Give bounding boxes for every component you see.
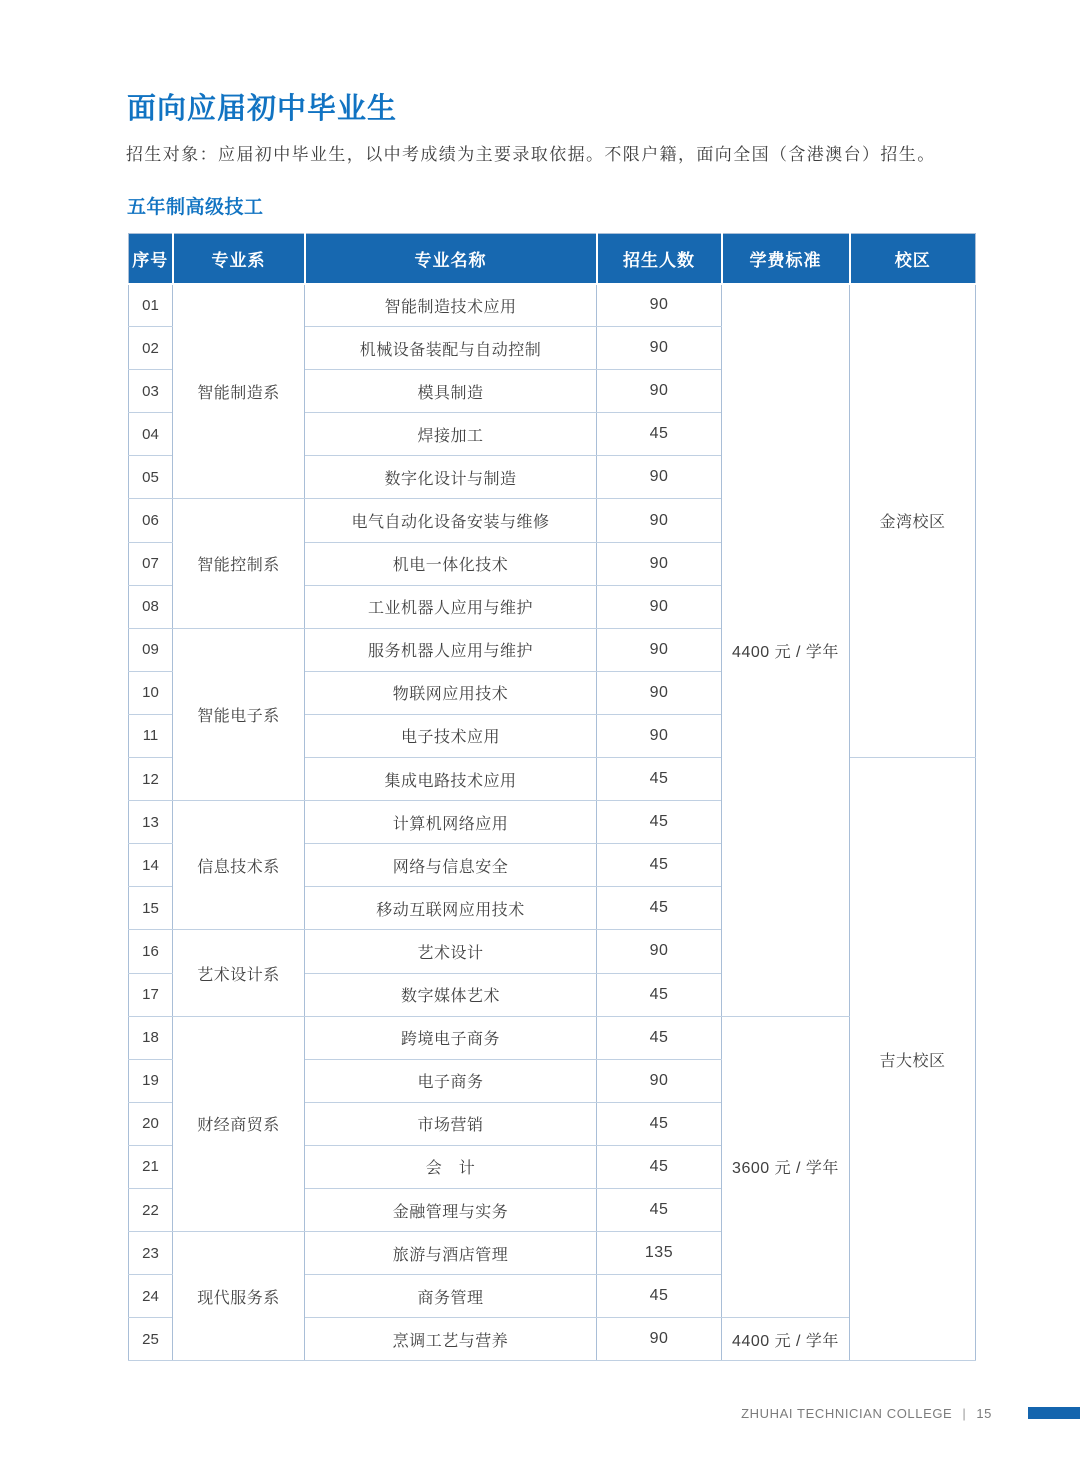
table-row: [129, 284, 976, 327]
major-name-cell: 移动互联网应用技术: [305, 887, 597, 930]
enrollment-count-cell: 90: [597, 284, 722, 327]
section-title-five-year-program: 五年制高级技工: [127, 197, 264, 218]
column-header-2: 专业系: [173, 234, 305, 284]
department-cell: 现代服务系: [173, 1232, 305, 1361]
enrollment-count-cell: 90: [597, 499, 722, 542]
major-name-cell: 工业机器人应用与维护: [305, 585, 597, 628]
enrollment-count-cell: 45: [597, 887, 722, 930]
enrollment-count-cell: 45: [597, 1275, 722, 1318]
enrollment-count-cell: 90: [597, 542, 722, 585]
row-number-cell: 23: [129, 1232, 173, 1275]
row-number-cell: 15: [129, 887, 173, 930]
enrollment-count-cell: 90: [597, 585, 722, 628]
major-name-cell: 电子商务: [305, 1059, 597, 1102]
department-cell: 智能电子系: [173, 628, 305, 800]
department-cell: 智能制造系: [173, 284, 305, 499]
row-number-cell: 16: [129, 930, 173, 973]
major-name-cell: 模具制造: [305, 370, 597, 413]
column-header-6: 校区: [850, 234, 976, 284]
row-number-cell: 01: [129, 284, 173, 327]
enrollment-count-cell: 45: [597, 801, 722, 844]
major-name-cell: 计算机网络应用: [305, 801, 597, 844]
row-number-cell: 25: [129, 1318, 173, 1361]
major-name-cell: 跨境电子商务: [305, 1016, 597, 1059]
department-cell: 财经商贸系: [173, 1016, 305, 1231]
page-footer: [741, 1406, 992, 1421]
row-number-cell: 21: [129, 1145, 173, 1188]
row-number-cell: 17: [129, 973, 173, 1016]
row-number-cell: 10: [129, 671, 173, 714]
footer-accent-bar: [1028, 1407, 1080, 1419]
major-name-cell: 商务管理: [305, 1275, 597, 1318]
row-number-cell: 09: [129, 628, 173, 671]
major-name-cell: 机电一体化技术: [305, 542, 597, 585]
campus-cell: 金湾校区: [850, 284, 976, 758]
enrollment-count-cell: 45: [597, 973, 722, 1016]
column-header-1: 序号: [129, 234, 173, 284]
major-name-cell: 集成电路技术应用: [305, 758, 597, 801]
campus-cell: 吉大校区: [850, 758, 976, 1361]
department-cell: 智能控制系: [173, 499, 305, 628]
major-name-cell: 物联网应用技术: [305, 671, 597, 714]
row-number-cell: 08: [129, 585, 173, 628]
enrollment-count-cell: 45: [597, 1016, 722, 1059]
enrollment-count-cell: 45: [597, 844, 722, 887]
tuition-cell: 3600 元 / 学年: [722, 1016, 850, 1318]
enrollment-count-cell: 90: [597, 628, 722, 671]
footer-page-number: 15: [976, 1406, 992, 1421]
table-body: [129, 284, 976, 1361]
major-name-cell: 服务机器人应用与维护: [305, 628, 597, 671]
row-number-cell: 06: [129, 499, 173, 542]
enrollment-count-cell: 90: [597, 671, 722, 714]
row-number-cell: 04: [129, 413, 173, 456]
major-name-cell: 市场营销: [305, 1102, 597, 1145]
admission-intro-text: 招生对象：应届初中毕业生，以中考成绩为主要录取依据。不限户籍，面向全国（含港澳台）招生。: [126, 145, 936, 164]
row-number-cell: 14: [129, 844, 173, 887]
page-title: 面向应届初中毕业生: [127, 93, 398, 125]
major-name-cell: 网络与信息安全: [305, 844, 597, 887]
enrollment-count-cell: 90: [597, 1059, 722, 1102]
row-number-cell: 18: [129, 1016, 173, 1059]
row-number-cell: 03: [129, 370, 173, 413]
enrollment-count-cell: 45: [597, 1145, 722, 1188]
column-header-5: 学费标准: [722, 234, 850, 284]
major-name-cell: 数字媒体艺术: [305, 973, 597, 1016]
enrollment-count-cell: 90: [597, 456, 722, 499]
enrollment-count-cell: 90: [597, 327, 722, 370]
column-header-4: 招生人数: [597, 234, 722, 284]
row-number-cell: 02: [129, 327, 173, 370]
footer-college-name: ZHUHAI TECHNICIAN COLLEGE: [741, 1406, 953, 1421]
tuition-cell: 4400 元 / 学年: [722, 1318, 850, 1361]
row-number-cell: 11: [129, 714, 173, 757]
row-number-cell: 19: [129, 1059, 173, 1102]
major-name-cell: 电子技术应用: [305, 714, 597, 757]
table-row: [129, 1016, 976, 1059]
enrollment-count-cell: 45: [597, 1188, 722, 1231]
enrollment-count-cell: 135: [597, 1232, 722, 1275]
enrollment-count-cell: 90: [597, 370, 722, 413]
row-number-cell: 24: [129, 1275, 173, 1318]
enrollment-count-cell: 90: [597, 930, 722, 973]
department-cell: 信息技术系: [173, 801, 305, 930]
major-name-cell: 电气自动化设备安装与维修: [305, 499, 597, 542]
row-number-cell: 22: [129, 1188, 173, 1231]
major-name-cell: 旅游与酒店管理: [305, 1232, 597, 1275]
major-name-cell: 智能制造技术应用: [305, 284, 597, 327]
row-number-cell: 07: [129, 542, 173, 585]
enrollment-count-cell: 90: [597, 1318, 722, 1361]
table-header-row: [129, 234, 976, 284]
tuition-cell: 4400 元 / 学年: [722, 284, 850, 1017]
row-number-cell: 20: [129, 1102, 173, 1145]
major-name-cell: 数字化设计与制造: [305, 456, 597, 499]
department-cell: 艺术设计系: [173, 930, 305, 1016]
row-number-cell: 13: [129, 801, 173, 844]
column-header-3: 专业名称: [305, 234, 597, 284]
enrollment-count-cell: 45: [597, 1102, 722, 1145]
footer-separator: |: [962, 1406, 967, 1421]
major-name-cell: 金融管理与实务: [305, 1188, 597, 1231]
enrollment-count-cell: 90: [597, 714, 722, 757]
row-number-cell: 05: [129, 456, 173, 499]
major-name-cell: 艺术设计: [305, 930, 597, 973]
row-number-cell: 12: [129, 758, 173, 801]
five-year-program-table: [128, 233, 976, 1361]
major-name-cell: 机械设备装配与自动控制: [305, 327, 597, 370]
enrollment-count-cell: 45: [597, 758, 722, 801]
major-name-cell: 会 计: [305, 1145, 597, 1188]
major-name-cell: 焊接加工: [305, 413, 597, 456]
enrollment-count-cell: 45: [597, 413, 722, 456]
major-name-cell: 烹调工艺与营养: [305, 1318, 597, 1361]
